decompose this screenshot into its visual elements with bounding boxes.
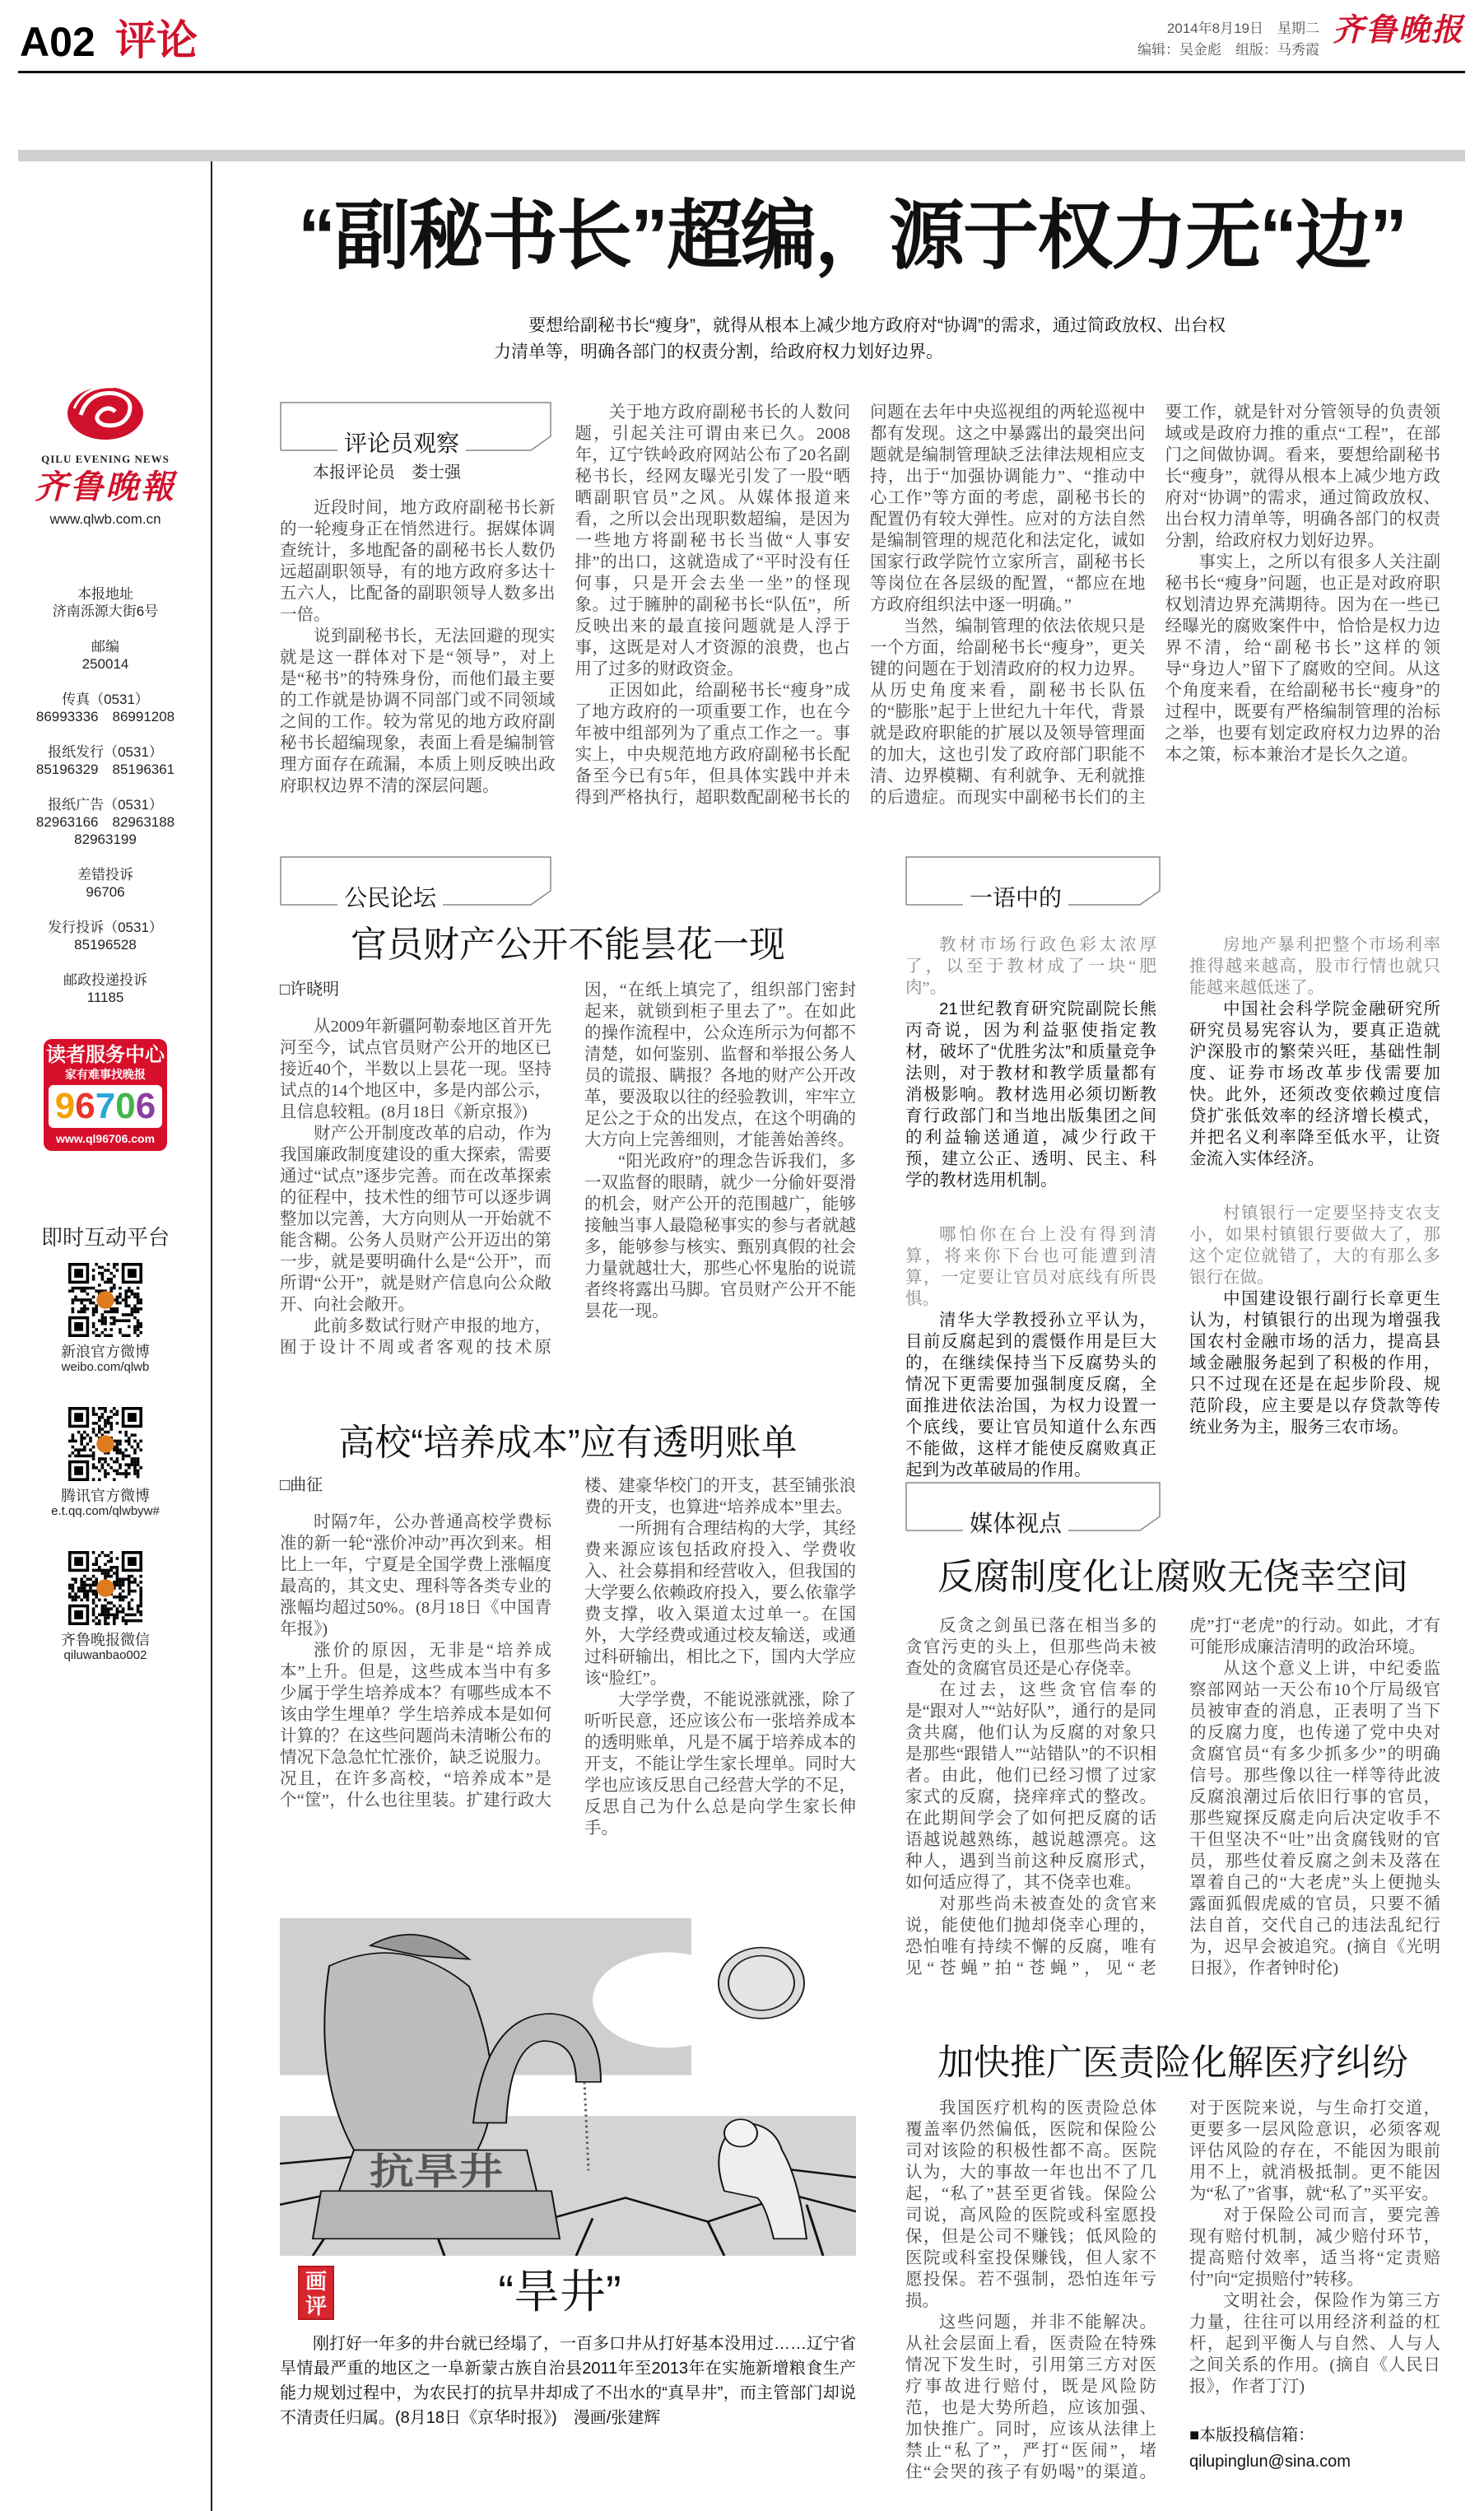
contact-label: 传真（0531）	[62, 692, 149, 707]
quote-comment: 21世纪教育研究院副院长熊丙奇说，因为利益驱使指定教材，破坏了“优胜劣汰”和质量竞争法则，对于教材和教学质量都有消极影响。教材选用必须切断教育行政部门和当地出版集团之间的利益输送通道，减少行政干预，建立公正、透明、民主、科学的教材选用机制。	[905, 999, 1156, 1190]
paragraph: 当然，编制管理的依法依规只是一个方面，给副秘书长“瘦身”，更关键的问题在于划清政府的权力边界。从历史角度来看，副秘书长队伍的“膨胀”起于上世纪九十年代，背景就是政府职能的扩展以及领导管理面的加大，这也引发了政府部门职能不清、边界模糊、有利就争、无利就推的后遗症。而现实中副秘书长们的主要工作，就是针对分管领导的负责领域或是政府力推的重点“工程”，在部门之间做协调。看来，要想给副秘书长“瘦身”，就得从根本上减少地方政府对“协调”的需求，通过简政放权、出台权力清单等，明确各部门的权责分割，给政府权力划好边界。	[870, 403, 1440, 807]
forum-paragraphs	[280, 980, 856, 1358]
byline: □许晓明	[280, 981, 340, 999]
logo-english: QILU EVENING NEWS	[41, 453, 170, 465]
logo-chinese: 齐鲁晚報	[35, 468, 176, 505]
service-title: 读者服务中心	[46, 1044, 165, 1066]
reader-service-badge[interactable]	[44, 1039, 167, 1151]
qr-label: 齐鲁晚报微信	[61, 1632, 150, 1648]
contact-value: 济南泺源大街6号	[52, 603, 159, 619]
section-name: 评论	[115, 17, 198, 63]
media-paragraphs	[905, 1615, 1440, 1979]
qr-item[interactable]	[0, 1263, 211, 1374]
contact-label: 邮编	[91, 639, 119, 655]
qr-code-icon	[68, 1263, 142, 1337]
column-label-box	[280, 402, 551, 456]
contact-value: 86993336 86991208	[35, 709, 175, 724]
quote-text: 哪怕你在台上没有得到清算，将来你下台也可能遭到清算，一定要让官员对底线有所畏惧。	[905, 1226, 1156, 1308]
quote-text: 教材市场行政色彩太浓厚了，以至于教材成了一块“肥肉”。	[905, 936, 1156, 997]
service-digit: 9	[54, 1086, 76, 1126]
quote-text: 村镇银行一定要坚持支农支小，如果村镇银行要做大了，那这个定位就错了，大的有那么多银行在做。	[1189, 1204, 1440, 1287]
service-digit: 0	[115, 1086, 136, 1126]
article-headline: 高校“培养成本”应有透明账单	[338, 1423, 798, 1463]
contact-block	[0, 691, 211, 725]
qr-code-icon	[68, 1551, 142, 1625]
qr-url: qiluwanbao002	[63, 1648, 147, 1662]
sidebar	[0, 379, 211, 1695]
column-label: 公民论坛	[337, 884, 443, 912]
page-number: A02	[20, 19, 95, 65]
column-label: 一语中的	[963, 884, 1068, 912]
contact-value: 85196528	[74, 937, 137, 953]
contact-value: 250014	[81, 656, 129, 672]
paragraph: 近段时间，地方政府副秘书长新的一轮瘦身正在悄然进行。据媒体调查统计，多地配备的副秘书长人数仍远超副职领导，有的地方政府多达十五六人，比配备的副职领导人数多出一倍。	[280, 499, 556, 624]
contact-label: 报纸广告（0531）	[48, 797, 163, 813]
paragraph: 反贪之剑虽已落在相当多的贪官污吏的头上，但那些尚未被查处的贪腐官员还是心存侥幸。	[905, 1617, 1156, 1678]
editor-credits: 编辑：吴金彪 组版：马秀霞	[1137, 42, 1319, 58]
quote-item	[1189, 934, 1440, 1170]
paragraph: 事实上，之所以有很多人关注副秘书长“瘦身”问题，也正是对政府职权划清边界充满期待。因为在一些已经曝光的腐败案件中，恰恰是权力边界不清，给“副秘书长”这样的领导“身边人”留下了腐败的空间。从这个角度来看，在给副秘书长“瘦身”的过程中，既要有严格编制管理的治标之举，也要有划定政府权力边界的治本之策，标本兼治才是长久之道。	[1165, 553, 1440, 764]
qr-url: weibo.com/qlwb	[61, 1360, 150, 1374]
paragraph: 从这个意义上讲，中纪委监察部网站一天公布10个厅局级官员被审查的消息，正表明了当下的反腐力度，也传递了党中央对贪腐官员“有多少抓多少”的明确信号。那些像以往一样等待此波反腐浪潮过后依旧行事的官员，那些窥探反腐走向后决定收手不干但坚决不“吐”出贪腐钱财的官员，那些仗着反腐之剑未及落在罩着自己的“大老虎”头上便抛头露面狐假虎威的官员，只要不循法自首，交代自己的违法乱纪行为，迟早会被追究。(摘自《光明日报》，作者钟时伦)	[1189, 1660, 1440, 1978]
website[interactable]: www.qlwb.com.cn	[49, 511, 161, 527]
article-headline: 加快推广医责险化解医疗纠纷	[937, 2043, 1408, 2083]
byline: □曲征	[280, 1476, 323, 1494]
tuition-paragraphs	[280, 1475, 856, 1839]
article-headline: 官员财产公开不能昙花一现	[351, 925, 785, 965]
paragraph: 从2009年新疆阿勒泰地区首开先河至今，试点官员财产公开的地区已接近40个，半数以上昙花一现。坚持试点的14个地区中，多是内部公示，且信息较粗。(8月18日《新京报》)	[280, 1018, 551, 1121]
contact-block	[0, 866, 211, 901]
paragraph: 时隔7年，公办普通高校学费标准的新一轮“涨价冲动”再次到来。相比上一年，宁夏是全国学费上涨幅度最高的，其文史、理科等各类专业的涨幅均超过50%。(8月18日《中国青年报》)	[280, 1513, 551, 1638]
article-headline: 反腐制度化让腐败无侥幸空间	[937, 1557, 1408, 1597]
quote-comment: 中国建设银行副行长章更生认为，村镇银行的出现为增强我国农村金融市场的活力，提高县域金融服务起到了积极的作用，只不过现在还是在起步阶段、规范阶段，应主要是以存贷款等传统业务为主，服务三农市场。	[1189, 1289, 1440, 1437]
qr-label: 腾讯官方微博	[61, 1488, 150, 1504]
qr-label: 新浪官方微博	[61, 1344, 150, 1360]
page-title: “副秘书长”超编，源于权力无“边”	[297, 194, 1406, 278]
qr-url: e.t.qq.com/qlwbyw#	[51, 1504, 160, 1518]
cartoon-label: 抗旱井	[369, 2150, 504, 2192]
insurance-article-body	[905, 2098, 1440, 2483]
column-label: 评论员观察	[337, 430, 466, 458]
contact-block	[0, 743, 211, 778]
paragraph: 对那些尚未被查处的贪官来说，能使他们抛却侥幸心理的，恐怕唯有持续不懈的反腐，唯有见“苍蝇”拍“苍蝇”，见“老虎”打“老虎”的行动。如此，才有可能形成廉洁清明的政治环境。	[905, 1617, 1440, 1978]
contact-value: 82963166 82963188 82963199	[35, 814, 189, 847]
paragraph: 一所拥有合理结构的大学，其经费来源应该包括政府投入、学费收入、社会募捐和经营收入，但我国的大学要么依赖政府投入，要么依靠学费支撑，收入渠道太过单一。在国外，大学经费或通过校友输送，或通过科研输出，相比之下，国内大学应该“脸红”。	[584, 1520, 856, 1688]
paragraph: 涨价的原因，无非是“培养成本”上升。但是，这些成本当中有多少属于学生培养成本？有哪些成本不该由学生埋单？学生培养成本是如何计算的？在这些问题尚未清晰公布的情况下急急忙忙涨价，缺乏说服力。况且，在许多高校，“培养成本”是个“筐”，什么也往里装。扩建行政大楼、建豪华校门的开支，甚至铺张浪费的开支，也算进“培养成本”里去。	[280, 1477, 856, 1810]
service-digit: 7	[95, 1086, 116, 1126]
contact-label: 发行投诉（0531）	[48, 920, 163, 935]
forum-column-box	[280, 856, 551, 911]
service-digit: 6	[75, 1086, 95, 1126]
paragraph: 正因如此，给副秘书长“瘦身”成了地方政府的一项重要工作，也在今年被中组部列为了重点工作之一。事实上，中央规范地方政府副秘书长配备至今已有5年，但具体实践中并未得到严格执行，超职数配副秘书长的问题在去年中央巡视组的两轮巡视中都有发现。这之中暴露出的最突出问题就是编制管理缺乏法律法规相应支持，出于“加强协调能力”、“推动中心工作”等方面的考虑，副秘书长的配置仍有较大弹性。应对的方法自然是编制管理的规范化和法定化，诚如国家行政学院竹立家所言，副秘书长等岗位在各层级的配置，“都应在地方政府组织法中逐一明确。”	[575, 403, 1146, 807]
media-column-box	[905, 1482, 1161, 1536]
contact-value: 96706	[86, 884, 125, 900]
contact-label: 本报地址	[77, 586, 133, 602]
paragraph: 文明社会，保险作为第三方力量，往往可以用经济利益的杠杆，起到平衡人与自然、人与人之间关系的作用。(摘自《人民日报》，作者丁汀)	[1189, 2292, 1440, 2396]
cartoon-title: “旱井”	[498, 2266, 621, 2318]
qr-item[interactable]	[0, 1407, 211, 1518]
paragraph: “阳光政府”的理念告诉我们，多一双监督的眼睛，就少一分偷奸耍滑的机会，财产公开的范围越广，能够接触当事人最隐秘事实的参与者就越多，能够参与核实、甄别真假的社会力量就越壮大，那些心怀鬼胎的说谎者终将露出马脚。官员财产公开不能昙花一现。	[584, 1153, 856, 1321]
swirl-logo-icon	[64, 379, 147, 445]
quote-comment: 中国社会科学院金融研究所研究员易宪容认为，要真正造就沪深股市的繁荣兴旺，基础性制度、证券市场改革步伐需要加快。此外，还须改变依赖过度信贷扩张低效率的经济增长模式，并把名义利率降至低水平，让资金流入实体经济。	[1189, 999, 1440, 1168]
header-rule	[18, 71, 1465, 73]
paragraph: 说到副秘书长，无法回避的现实就是这一群体对下是“领导”，对上是“秘书”的特殊身份，而他们最主要的工作就是协调不同部门或不同领域之间的工作。较为常见的地方政府副秘书长超编现象，表面上看是编制管理方面存在疏漏，本质上则反映出政府职权边界不清的深层问题。	[280, 627, 556, 795]
paragraph: 此前多数试行财产申报的地方，囿于设计不周或者客观的技术原因，“在纸上填完了，组织部门密封起来，就锁到柜子里去了”。在如此的操作流程中，公众连所示为何都不清楚，如何鉴别、监督和举报公务人员的谎报、瞒报？各地的财产公开改革，要汲取以往的经验教训，牢牢立足公之于众的出发点，在这个明确的大方向上完善细则，才能善始善终。	[280, 981, 856, 1357]
paragraph: 大学学费，不能说涨就涨，除了听听民意，还应该公布一张培养成本的透明账单，凡是不属于培养成本的开支，不能让学生家长埋单。同时大学也应该反思自己经营大学的不足，反思自己为什么总是向学生家长伸手。	[584, 1691, 856, 1838]
cartoon-stamp: 画评	[298, 2266, 334, 2320]
media-article-body	[905, 1615, 1440, 1979]
cartoon-illustration	[280, 1918, 856, 2256]
contact-list	[0, 585, 211, 1006]
paragraph: 财产公开制度改革的启动，作为我国廉政制度建设的重大探索，需要通过“试点”逐步完善。而在改革探索的征程中，技术性的细节可以逐步调整加以完善，大方向则从一开始就不能含糊。公务人员财产公开迈出的第一步，就是要明确什么是“公开”，而所谓“公开”，就是财产信息向公众敞开、向社会敞开。	[280, 1125, 551, 1314]
main-article-body	[280, 402, 1440, 808]
contact-label: 报纸发行（0531）	[48, 744, 163, 760]
quote-item	[1189, 1203, 1440, 1438]
header-info	[1137, 18, 1319, 61]
quote-item	[905, 1224, 1156, 1481]
service-digit: 6	[135, 1086, 156, 1126]
quote-text: 房地产暴利把整个市场利率推得越来越高，股市行情也就只能越来越低迷了。	[1189, 936, 1440, 997]
contact-block	[0, 919, 211, 953]
qr-code-icon	[68, 1407, 142, 1481]
qr-list	[0, 1263, 211, 1662]
article-summary: 要想给副秘书长“瘦身”，就得从根本上减少地方政府对“协调”的需求，通过简政放权、出台权力清单等，明确各部门的权责分割，给政府权力划好边界。	[494, 316, 1226, 361]
mailbox-label: ■本版投稿信箱：	[1189, 2426, 1315, 2444]
paragraph: 关于地方政府副秘书长的人数问题，引起关注可谓由来已久。2008年，辽宁铁岭政府网站公布了20名副秘书长，经网友曝光引发了一股“晒晒副职官员”之风。从媒体报道来看，之所以会出现职数超编，是因为一些地方将副秘书长当做“人事安排”的出口，这就造成了“平时没有任何事，只是开会去坐一坐”的怪现象。过于臃肿的副秘书长“队伍”，所反映出来的最直接问题就是人浮于事，这既是对人才资源的浪费，也占用了过多的财政资金。	[575, 403, 850, 678]
submission-mailbox	[1189, 2422, 1440, 2475]
contact-block	[0, 796, 211, 848]
contact-block	[0, 585, 211, 620]
service-url: www.ql96706.com	[55, 1132, 156, 1145]
service-slogan: 家有难事找晚报	[65, 1068, 146, 1081]
tuition-article-body	[280, 1475, 856, 1839]
byline: 本报评论员 娄士强	[313, 464, 461, 482]
service-number	[49, 1085, 162, 1128]
contact-label: 差错投诉	[77, 867, 133, 883]
forum-article-body	[280, 980, 856, 1358]
contact-value: 85196329 85196361	[35, 762, 175, 777]
contact-block	[0, 971, 211, 1006]
platform-title: 即时互动平台	[40, 1225, 170, 1250]
issue-date: 2014年8月19日 星期二	[1166, 21, 1319, 36]
paragraph: 对于保险公司而言，要完善现有赔付机制，减少赔付环节，提高赔付效率，适当将“定责赔付”向“定损赔付”转移。	[1189, 2206, 1440, 2289]
quote-comment: 清华大学教授孙立平认为，目前反腐起到的震慑作用是巨大的，在继续保持当下反腐势头的情况下更需要加强制度反腐，全面推进依法治国，为权力设置一个底线，要让官员知道什么东西不能做，这样才能使反腐败真正起到为改革破局的作用。	[905, 1311, 1156, 1479]
contact-value: 11185	[86, 990, 124, 1005]
qr-item[interactable]	[0, 1551, 211, 1662]
contact-block	[0, 638, 211, 673]
quotes-column-box	[905, 856, 1161, 911]
sidebar-divider	[211, 161, 212, 2511]
mailbox-email[interactable]: qilupinglun@sina.com	[1189, 2453, 1351, 2471]
contact-label: 邮政投递投诉	[63, 972, 147, 988]
newspaper-logo: 齐鲁晚报	[1332, 13, 1464, 48]
paragraph: 我国医疗机构的医责险总体覆盖率仍然偏低，医院和保险公司对该险的积极性都不高。医院认为，大的事故一年也出不了几起，“私了”甚至更省钱。保险公司说，高风险的医院或科室愿投保，但是公司不赚钱；低风险的医院或科室投保赚钱，但人家不愿投保。若不强制，恐怕连年亏损。	[905, 2099, 1156, 2310]
cartoon-caption: 刚打好一年多的井台就已经塌了，一百多口井从打好基本没用过……辽宁省旱情最严重的地区之一阜新蒙古族自治县2011年至2013年在实施新增粮食生产能力规划过程中，为农民打的抗旱井却成了不出水的“真旱井”，而主管部门却说不清责任归属。(8月18日《京华时报》) 漫画/张建辉	[280, 2335, 856, 2427]
header-band	[18, 150, 1465, 161]
column-label: 媒体视点	[963, 1510, 1068, 1538]
paragraph: 在过去，这些贪官信奉的是“跟对人”“站好队”，通行的是同贪共腐，他们认为反腐的对象只是那些“跟错人”“站错队”的不识相者。由此，他们已经习惯了过家家式的反腐，挠痒痒式的整改。在此期间学会了如何把反腐的话语越说越熟练，越说越漂亮。这种人，遇到当前这种反腐形式，如何适应得了，其不侥幸也难。	[905, 1681, 1156, 1892]
paragraph: 这些问题，并非不能解决。从社会层面上看，医责险在特殊情况下发生时，引用第三方对医疗事故进行赔付，既是风险防范，也是大势所趋，应该加强、加快推广。同时，应该从法律上禁止“私了”，严打“医闹”，堵住“会哭的孩子有奶喝”的渠道。对于医院来说，与生命打交道，更要多一层风险意识，必须客观评估风险的存在，不能因为眼前用不上，就消极抵制。更不能因为“私了”省事，就“私了”买平安。	[905, 2099, 1440, 2481]
quote-item	[905, 934, 1156, 1191]
